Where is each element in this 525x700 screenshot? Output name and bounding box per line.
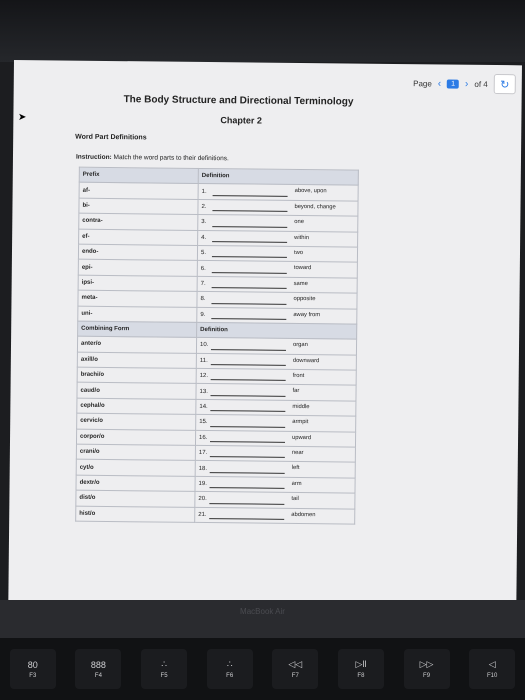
definition-cell <box>198 184 358 201</box>
document-page <box>8 60 522 605</box>
definition-option: organ <box>292 342 308 349</box>
word-part-term: cyt/o <box>76 460 195 477</box>
page-label: Page <box>413 78 432 88</box>
definition-option: far <box>292 388 300 395</box>
function-key[interactable] <box>141 649 187 689</box>
word-part-term: cervic/o <box>77 413 196 430</box>
definition-option: front <box>292 373 305 380</box>
key-label: F5 <box>160 673 168 679</box>
item-number: 21. <box>198 511 207 518</box>
item-number: 19. <box>198 480 207 488</box>
word-part-term: axill/o <box>77 352 196 369</box>
key-label: F8 <box>357 673 365 679</box>
definition-cell <box>195 492 355 509</box>
word-part-term: crani/o <box>76 444 195 461</box>
answer-blank[interactable] <box>209 503 284 505</box>
key-icon: ◁◁ <box>288 659 303 669</box>
answer-blank[interactable] <box>210 456 285 458</box>
answer-blank[interactable] <box>211 303 286 305</box>
word-part-term: hist/o <box>76 506 195 523</box>
answer-blank[interactable] <box>210 472 285 474</box>
definition-option: left <box>291 465 300 472</box>
answer-blank[interactable] <box>210 395 285 397</box>
key-label: F7 <box>291 673 299 679</box>
answer-blank[interactable] <box>210 426 285 428</box>
item-number: 11. <box>199 357 208 364</box>
answer-blank[interactable] <box>209 518 284 520</box>
function-key[interactable] <box>338 649 384 689</box>
definition-cell <box>196 338 356 355</box>
key-label: F3 <box>29 672 37 679</box>
definition-option: toward <box>293 265 312 272</box>
definition-option: same <box>293 280 308 287</box>
definition-cell <box>195 430 355 447</box>
definition-cell <box>196 353 356 370</box>
item-number: 20. <box>198 496 207 503</box>
answer-blank[interactable] <box>212 287 287 289</box>
definition-cell <box>195 445 355 462</box>
document-title: The Body Structure and Directional Terminology <box>123 94 354 108</box>
key-label: F9 <box>423 673 431 679</box>
key-icon: 888 <box>90 659 106 670</box>
definition-option: arm <box>291 480 302 487</box>
answer-blank[interactable] <box>212 226 287 228</box>
definition-cell <box>198 215 358 232</box>
function-key[interactable] <box>207 649 253 689</box>
definition-cell <box>198 199 358 216</box>
word-part-term: endo- <box>78 244 197 261</box>
word-part-term: cephal/o <box>77 398 196 415</box>
word-part-term: caud/o <box>77 383 196 400</box>
definition-cell <box>197 276 357 293</box>
definition-cell <box>195 507 355 524</box>
item-number: 16. <box>199 434 208 441</box>
answer-blank[interactable] <box>213 195 288 197</box>
definition-cell <box>197 245 357 262</box>
word-part-term: ef- <box>79 229 198 246</box>
word-part-term: uni- <box>78 306 197 323</box>
screen-bezel <box>0 0 525 62</box>
answer-blank[interactable] <box>210 487 285 489</box>
definition-option: within <box>294 234 310 241</box>
item-number: 15. <box>199 419 208 426</box>
item-number: 4. <box>201 234 207 241</box>
laptop-brand-label: MacBook Air <box>0 600 525 638</box>
instruction-label: Instruction: <box>75 153 112 162</box>
definition-option: near <box>291 449 304 457</box>
answer-blank[interactable] <box>210 441 285 443</box>
previous-page-icon[interactable]: ‹ <box>437 77 442 89</box>
definition-option: beyond, change <box>294 203 336 211</box>
column-header: Combining Form <box>78 321 197 338</box>
item-number: 13. <box>199 388 208 395</box>
item-number: 2. <box>201 203 207 210</box>
word-part-term: dextr/o <box>76 475 195 492</box>
word-part-term: bi- <box>79 198 198 215</box>
word-part-term: anter/o <box>77 336 196 353</box>
key-icon: ∴ <box>161 659 167 669</box>
definition-option: one <box>294 219 305 226</box>
item-number: 9. <box>200 311 206 318</box>
next-page-icon[interactable]: › <box>465 78 469 90</box>
function-key[interactable] <box>469 649 515 689</box>
item-number: 12. <box>199 373 209 380</box>
item-number: 1. <box>201 188 207 195</box>
word-part-term: epi- <box>78 260 197 277</box>
function-key[interactable] <box>75 649 121 689</box>
key-icon: ∴ <box>226 659 233 669</box>
definition-cell <box>195 461 355 478</box>
definition-option: opposite <box>293 296 316 303</box>
answer-blank[interactable] <box>212 210 287 212</box>
definition-option: upward <box>292 434 312 441</box>
definition-cell <box>195 476 355 493</box>
key-icon: 80 <box>27 659 38 670</box>
definition-option: above, upon <box>294 188 327 195</box>
item-number: 3. <box>201 219 207 226</box>
refresh-icon[interactable]: ↻ <box>494 74 516 94</box>
definition-cell <box>197 307 357 324</box>
instruction-body: Match the word parts to their definitions. <box>111 154 229 163</box>
definition-option: armpit <box>292 419 309 426</box>
word-part-term: corpor/o <box>76 429 195 446</box>
answer-blank[interactable] <box>212 241 287 243</box>
column-header: Prefix <box>79 167 198 184</box>
table-row <box>76 506 355 524</box>
definition-option: two <box>293 249 304 256</box>
answer-blank[interactable] <box>212 256 287 258</box>
key-label: F4 <box>94 672 102 679</box>
instruction-text <box>76 154 229 163</box>
definition-cell <box>197 261 357 278</box>
key-icon: ▷ll <box>355 659 367 669</box>
word-part-term: meta- <box>78 290 197 307</box>
column-header: Definition <box>197 322 357 339</box>
answer-blank[interactable] <box>210 410 285 412</box>
chapter-heading: Chapter 2 <box>220 115 262 126</box>
definition-option: away from <box>293 311 321 318</box>
definition-cell <box>196 369 356 386</box>
word-part-term: brachi/o <box>77 367 196 384</box>
item-number: 14. <box>199 404 208 411</box>
word-part-term: dist/o <box>76 490 195 507</box>
key-icon: ▷▷ <box>419 659 434 669</box>
answer-blank[interactable] <box>211 349 286 351</box>
page-count: of 4 <box>474 79 488 89</box>
item-number: 10. <box>199 342 209 349</box>
item-number: 8. <box>200 296 206 303</box>
answer-blank[interactable] <box>211 380 286 382</box>
item-number: 17. <box>198 450 208 457</box>
function-key-row <box>0 638 525 700</box>
mouse-cursor-icon: ➤ <box>18 112 27 123</box>
answer-blank[interactable] <box>212 272 287 274</box>
page-navigation <box>413 74 516 93</box>
item-number: 7. <box>200 280 206 287</box>
definition-cell <box>198 230 358 247</box>
key-label: F6 <box>226 673 234 679</box>
word-part-term: af- <box>79 183 198 200</box>
current-page-field[interactable]: 1 <box>447 79 459 88</box>
definition-cell <box>196 399 356 416</box>
item-number: 6. <box>200 265 206 272</box>
definition-cell <box>196 415 356 432</box>
function-key[interactable] <box>10 649 56 689</box>
key-icon: ◁ <box>488 659 496 669</box>
item-number: 18. <box>198 465 208 472</box>
function-key[interactable] <box>272 649 318 689</box>
definition-cell <box>196 384 356 401</box>
definition-option: abdomen <box>291 511 316 518</box>
function-key[interactable] <box>404 649 450 689</box>
definition-option: tail <box>291 496 299 503</box>
section-heading: Word Part Definitions <box>75 133 147 142</box>
definition-cell <box>197 292 357 309</box>
key-label: F10 <box>487 673 498 679</box>
column-header: Definition <box>198 168 358 185</box>
answer-blank[interactable] <box>211 318 286 320</box>
matching-table <box>75 167 359 525</box>
definition-option: middle <box>292 403 310 410</box>
word-part-term: ipsi- <box>78 275 197 292</box>
answer-blank[interactable] <box>211 364 286 366</box>
definition-option: downward <box>292 357 320 364</box>
word-part-term: contra- <box>79 213 198 230</box>
item-number: 5. <box>200 250 207 257</box>
